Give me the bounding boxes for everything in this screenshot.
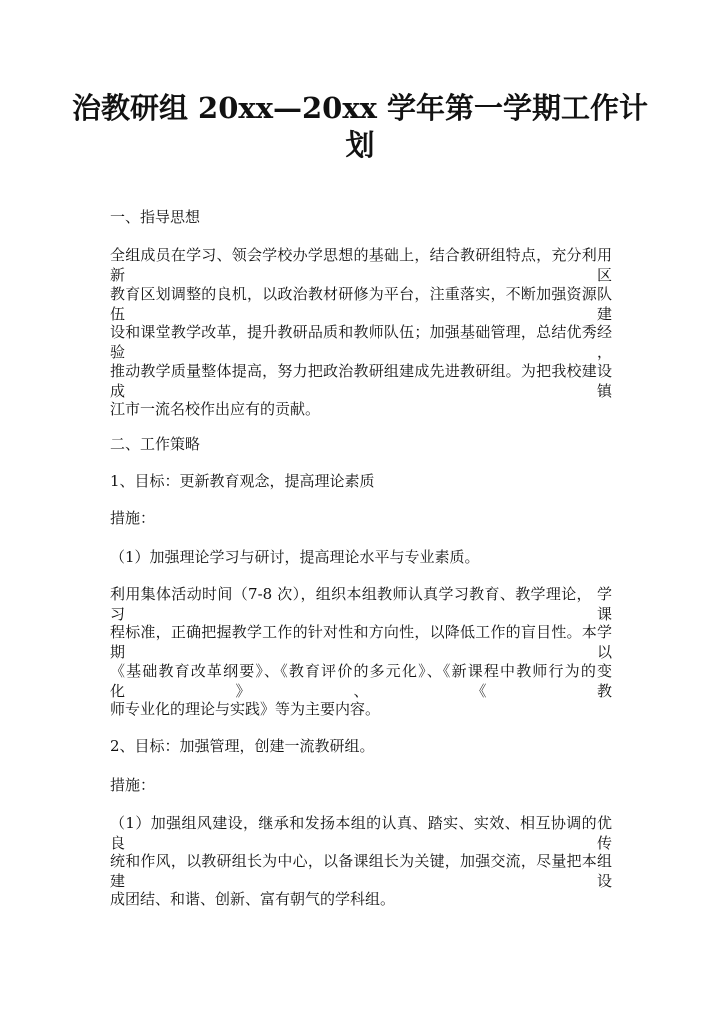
goal-line: 2、目标：加强管理，创建一流教研组。 [110, 737, 375, 755]
paragraph-line: 成团结、和谐、创新、富有朝气的学科组。 [110, 890, 396, 908]
document-title-line-2: 划 [345, 128, 375, 162]
paragraph-line: 教育区划调整的良机，以政治教材研修为平台，注重落实，不断加强资源队伍建 [110, 285, 612, 323]
paragraph-line: 江市一流名校作出应有的贡献。 [110, 400, 321, 418]
paragraph-line: 全组成员在学习、领会学校办学思想的基础上，结合教研组特点，充分利用新区 [110, 246, 612, 284]
paragraph-line: 利用集体活动时间（7-8 次），组织本组教师认真学习教育、教学理论， 学习课 [110, 585, 612, 623]
paragraph-line: （1）加强组风建设，继承和发扬本组的认真、踏实、实效、相互协调的优良传 [110, 814, 612, 852]
paragraph-line: 师专业化的理论与实践》等为主要内容。 [110, 700, 381, 718]
document-title-line-1: 治教研组 20xx—20xx 学年第一学期工作计 [71, 91, 649, 125]
measures-label: 措施： [110, 509, 156, 527]
measure-item: （1）加强理论学习与研讨，提高理论水平与专业素质。 [110, 548, 480, 566]
paragraph-line: 统和作风，以教研组长为中心，以备课组长为关键，加强交流，尽量把本组建设 [110, 852, 612, 890]
paragraph-line: 《基础教育改革纲要》、《教育评价的多元化》、《新课程中教师行为的变化》、《教 [110, 662, 612, 700]
paragraph-line: 设和课堂教学改革，提升教研品质和教师队伍；加强基础管理，总结优秀经验， [110, 323, 612, 361]
section-heading: 二、工作策略 [110, 435, 201, 453]
paragraph-line: 程标准，正确把握教学工作的针对性和方向性，以降低工作的盲目性。本学期以 [110, 623, 612, 661]
goal-line: 1、目标：更新教育观念，提高理论素质 [110, 472, 375, 490]
measures-label: 措施： [110, 776, 156, 794]
section-heading: 一、指导思想 [110, 208, 201, 226]
paragraph-line: 推动教学质量整体提高，努力把政治教研组建成先进教研组。为把我校建设成镇 [110, 362, 612, 400]
